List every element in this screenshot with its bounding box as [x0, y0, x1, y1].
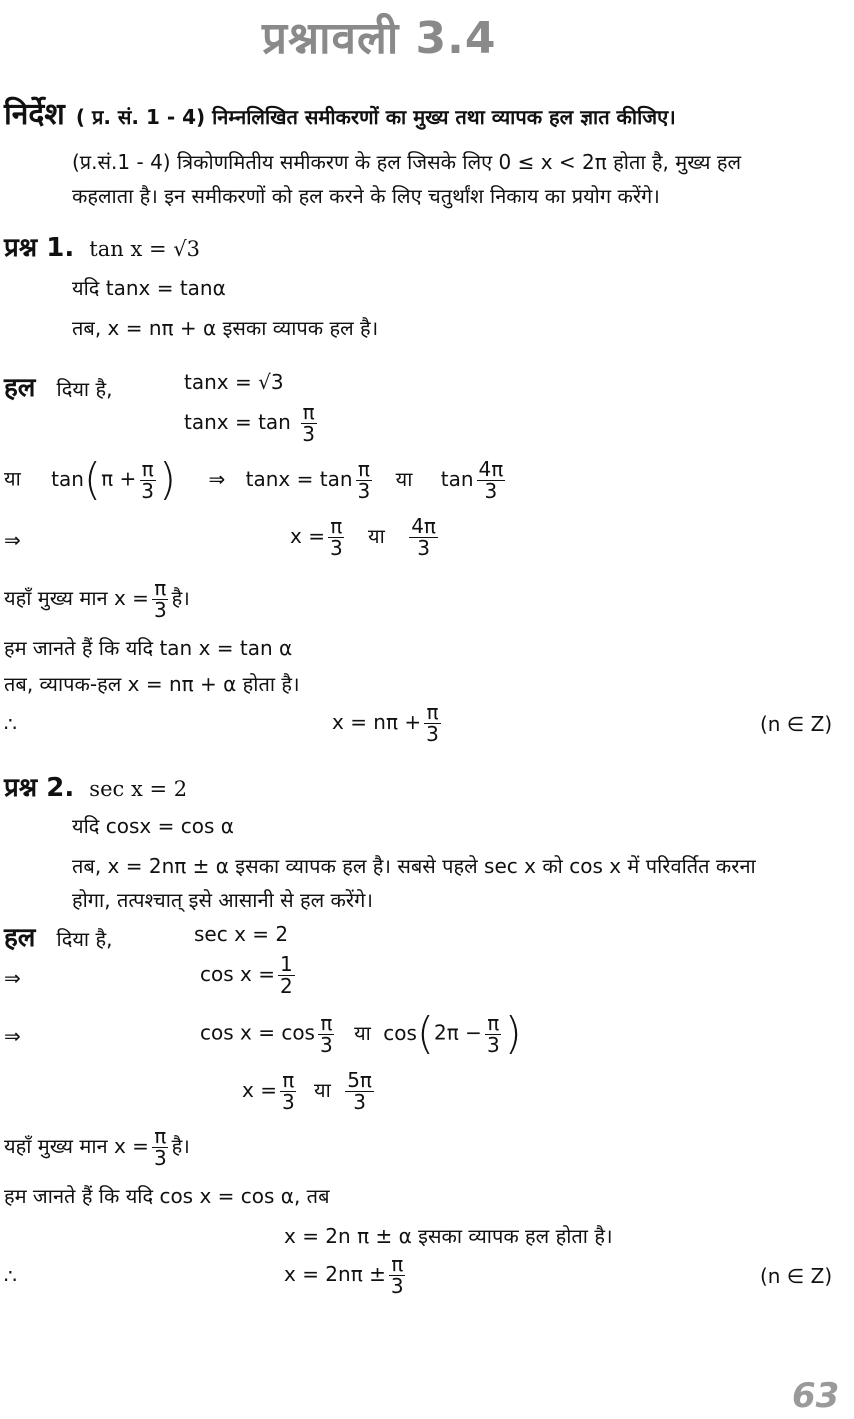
hai-text: है।: [171, 586, 190, 610]
tan-text: tan: [51, 466, 84, 491]
ya-text: या: [395, 466, 413, 491]
page-number: 63: [792, 1376, 840, 1416]
q1-solution-label-line: [4, 368, 112, 404]
four-pi-over-3-fraction: [409, 516, 438, 559]
x-eq: x =: [290, 524, 325, 548]
pi-over-3-fraction: [424, 702, 441, 745]
q1-final-left: x = nπ +: [332, 710, 422, 734]
fraction-den: 3: [153, 1146, 167, 1170]
ya-text: या: [4, 466, 21, 491]
fraction-num: π: [391, 1252, 404, 1276]
fraction-num: π: [426, 700, 439, 724]
question-2-equation: sec x = 2: [89, 777, 188, 801]
q2-know: हम जानते हैं कि यदि cos x = cos α, तब: [4, 1184, 330, 1208]
question-1-heading: [4, 228, 200, 264]
open-paren: (: [416, 1008, 435, 1059]
cos-text: cos: [383, 1020, 417, 1045]
fraction-den: 3: [486, 1032, 500, 1057]
implies-symbol: ⇒: [4, 528, 21, 552]
directions-label: निर्देश: [4, 97, 65, 132]
q1-step-3-mid: tanx = tan: [245, 466, 353, 491]
fraction-num: π: [487, 1010, 500, 1035]
directions-text: ( प्र. सं. 1 - 4) निम्नलिखित समीकरणों का मुख्य तथा व्यापक हल ज्ञात कीजिए।: [75, 105, 676, 129]
fraction-den: 3: [417, 536, 430, 560]
pi-over-3-fraction: [485, 1010, 502, 1057]
pi-over-3-fraction: [356, 456, 373, 503]
question-1-label: प्रश्न 1.: [4, 233, 75, 263]
q1-therefore: ∴: [4, 712, 17, 736]
fraction-num: π: [282, 1068, 295, 1092]
pi-over-3-fraction: [139, 456, 156, 503]
q1-step-1: tanx = √3: [184, 370, 284, 394]
q2-nz: (n ∈ Z): [760, 1264, 833, 1288]
fraction-num: π: [320, 1010, 333, 1035]
q2-step-2-left: cos x =: [200, 962, 275, 986]
fraction-num: 4π: [478, 456, 504, 481]
fraction-den: 3: [302, 422, 315, 446]
fraction-den: 3: [390, 1274, 404, 1298]
fraction-num: π: [330, 514, 343, 538]
principal-pre: यहाँ मुख्य मान x =: [4, 1134, 149, 1158]
q2-hint-3: होगा, तत्पश्चात् इसे आसानी से हल करेंगे।: [72, 888, 373, 912]
q2-general: x = 2n π ± α इसका व्यापक हल होता है।: [284, 1224, 613, 1248]
close-paren: ): [504, 1008, 522, 1059]
fraction-den: 3: [484, 478, 498, 503]
tan-text: tan: [440, 466, 474, 491]
q1-given: दिया है,: [56, 377, 113, 401]
q1-hint-1: यदि tanx = tanα: [72, 276, 226, 300]
q2-therefore: ∴: [4, 1264, 17, 1288]
q1-principal: [4, 578, 190, 621]
pi-over-3-fraction: [300, 402, 317, 445]
q1-step-2-left: tanx = tan: [184, 410, 291, 434]
q1-general: तब, व्यापक-हल x = nπ + α होता है।: [4, 672, 300, 696]
q2-final-left: x = 2nπ ±: [284, 1262, 386, 1286]
question-2-heading: [4, 768, 187, 804]
fraction-den: 3: [353, 1090, 366, 1114]
open-paren: (: [83, 454, 102, 505]
q2-hint-2: तब, x = 2nπ ± α इसका व्यापक हल है। सबसे पहले sec x को cos x में परिवर्तित करना: [72, 854, 756, 878]
directions-note-1: (प्र.सं.1 - 4) त्रिकोणमितीय समीकरण के हल जिसके लिए 0 ≤ x < 2π होता है, मुख्य हल: [72, 150, 742, 174]
q1-step-2: [184, 402, 320, 445]
directions-line: [4, 92, 676, 133]
directions-note-2: कहलाता है। इन समीकरणों को हल करने के लिए चतुर्थांश निकाय का प्रयोग करेंगे।: [72, 184, 660, 208]
fraction-den: 3: [153, 598, 167, 622]
pi-over-3-fraction: [318, 1010, 335, 1057]
q1-final: [332, 702, 444, 745]
fraction-num: 4π: [411, 514, 436, 538]
fraction-num: π: [154, 576, 167, 600]
fraction-num: π: [141, 456, 154, 481]
two-pi-minus: 2π −: [434, 1020, 482, 1045]
one-over-2-fraction: [278, 954, 295, 997]
fraction-num: π: [154, 1124, 167, 1148]
page-title: प्रश्नावली 3.4: [262, 13, 497, 64]
q2-final: [284, 1254, 409, 1297]
q2-hint-1: यदि cosx = cos α: [72, 814, 234, 838]
q1-step-4-rhs: [290, 516, 441, 559]
question-1-equation: tan x = √3: [89, 237, 200, 261]
q2-implies-2: ⇒: [4, 1024, 21, 1048]
q1-nz: (n ∈ Z): [760, 712, 833, 736]
question-2-label: प्रश्न 2.: [4, 773, 75, 803]
five-pi-over-3-fraction: [345, 1070, 374, 1113]
q2-solution-label-line: [4, 918, 112, 954]
q1-step-3: [4, 454, 508, 505]
fraction-den: 3: [141, 478, 154, 503]
fraction-num: π: [302, 400, 315, 424]
q2-principal: [4, 1126, 190, 1169]
pi-over-3-fraction: [328, 516, 345, 559]
pi-over-3-fraction: [152, 1126, 169, 1169]
q2-implies-1: ⇒: [4, 966, 21, 990]
fraction-den: 3: [319, 1032, 333, 1057]
q1-hint-2: तब, x = nπ + α इसका व्यापक हल है।: [72, 316, 379, 340]
q2-solution-label: हल: [4, 923, 36, 953]
paren-inner: π +: [101, 466, 137, 491]
fraction-num: 1: [279, 952, 293, 976]
fraction-den: 3: [357, 478, 371, 503]
fraction-den: 2: [279, 974, 293, 998]
q1-step-4: [4, 528, 21, 552]
q1-know: हम जानते हैं कि यदि tan x = tan α: [4, 636, 293, 660]
four-pi-over-3-fraction: [477, 456, 506, 503]
hai-text: है।: [171, 1134, 190, 1158]
q2-step-3: [200, 1008, 522, 1059]
fraction-den: 3: [281, 1090, 295, 1114]
ya-text: या: [354, 1020, 371, 1045]
implies-symbol: ⇒: [208, 466, 226, 491]
fraction-num: 5π: [347, 1068, 372, 1092]
q2-given: दिया है,: [56, 927, 113, 951]
q2-step-4: [242, 1070, 377, 1113]
fraction-den: 3: [329, 536, 343, 560]
q1-solution-label: हल: [4, 373, 36, 403]
fraction-num: π: [357, 456, 370, 481]
x-eq: x =: [242, 1078, 277, 1102]
pi-over-3-fraction: [152, 578, 169, 621]
pi-over-3-fraction: [389, 1254, 406, 1297]
q2-step-1: sec x = 2: [194, 922, 289, 946]
fraction-den: 3: [426, 722, 439, 746]
ya-text: या: [314, 1078, 331, 1102]
q2-step-3-left: cos x = cos: [200, 1020, 315, 1045]
q2-step-2: [200, 954, 298, 997]
close-paren: ): [158, 454, 177, 505]
pi-over-3-fraction: [280, 1070, 297, 1113]
principal-pre: यहाँ मुख्य मान x =: [4, 586, 149, 610]
ya-text: या: [368, 524, 385, 548]
